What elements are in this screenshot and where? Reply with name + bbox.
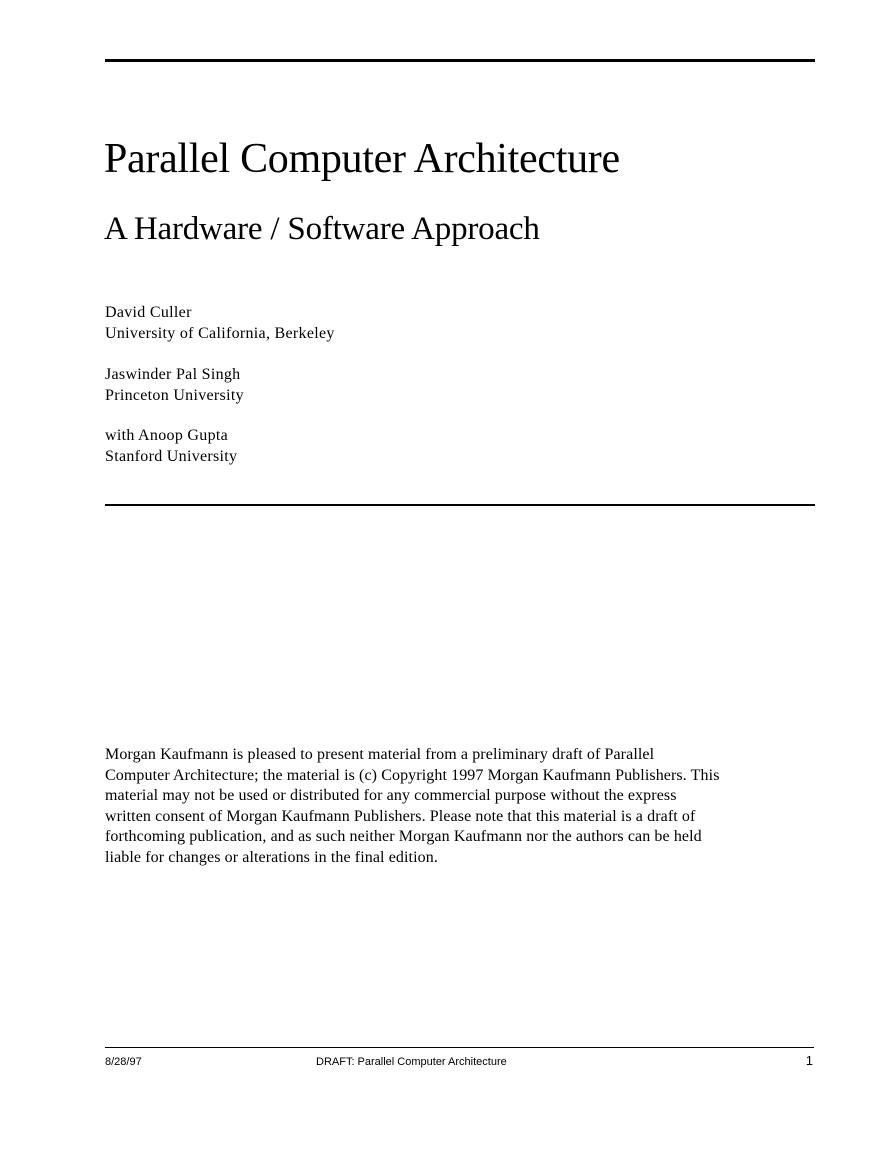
author-block — [105, 302, 335, 344]
author-name: with Anoop Gupta — [105, 427, 229, 444]
author-block — [105, 364, 244, 406]
author-affiliation: Stanford University — [105, 448, 238, 465]
footer-rule — [105, 1047, 814, 1048]
author-affiliation: University of California, Berkeley — [105, 325, 335, 342]
notice-line: Morgan Kaufmann is pleased to present material from a preliminary draft of Parallel — [105, 746, 655, 763]
notice-line: liable for changes or alterations in the final edition. — [105, 848, 438, 866]
footer-title: DRAFT: Parallel Computer Architecture — [316, 1056, 507, 1068]
author-affiliation: Princeton University — [105, 387, 244, 404]
page-title: Parallel Computer Architecture — [104, 136, 620, 182]
notice-line: forthcoming publication, and as such neither Morgan Kaufmann nor the authors can be held — [105, 828, 702, 846]
top-rule — [105, 59, 815, 62]
author-name: David Culler — [105, 304, 192, 321]
notice-line: material may not be used or distributed for any commercial purpose without the express — [105, 787, 677, 805]
notice-line: written consent of Morgan Kaufmann Publishers. Please note that this material is a draft of — [105, 807, 696, 825]
page-subtitle: A Hardware / Software Approach — [104, 211, 540, 247]
notice-line: Computer Architecture; the material is (c) Copyright 1997 Morgan Kaufmann Publishers. This — [105, 766, 720, 784]
footer-date: 8/28/97 — [105, 1056, 142, 1068]
middle-rule — [105, 504, 815, 506]
author-name: Jaswinder Pal Singh — [105, 366, 241, 383]
copyright-notice — [105, 745, 817, 869]
page-number: 1 — [805, 1053, 813, 1068]
author-block — [105, 425, 237, 467]
